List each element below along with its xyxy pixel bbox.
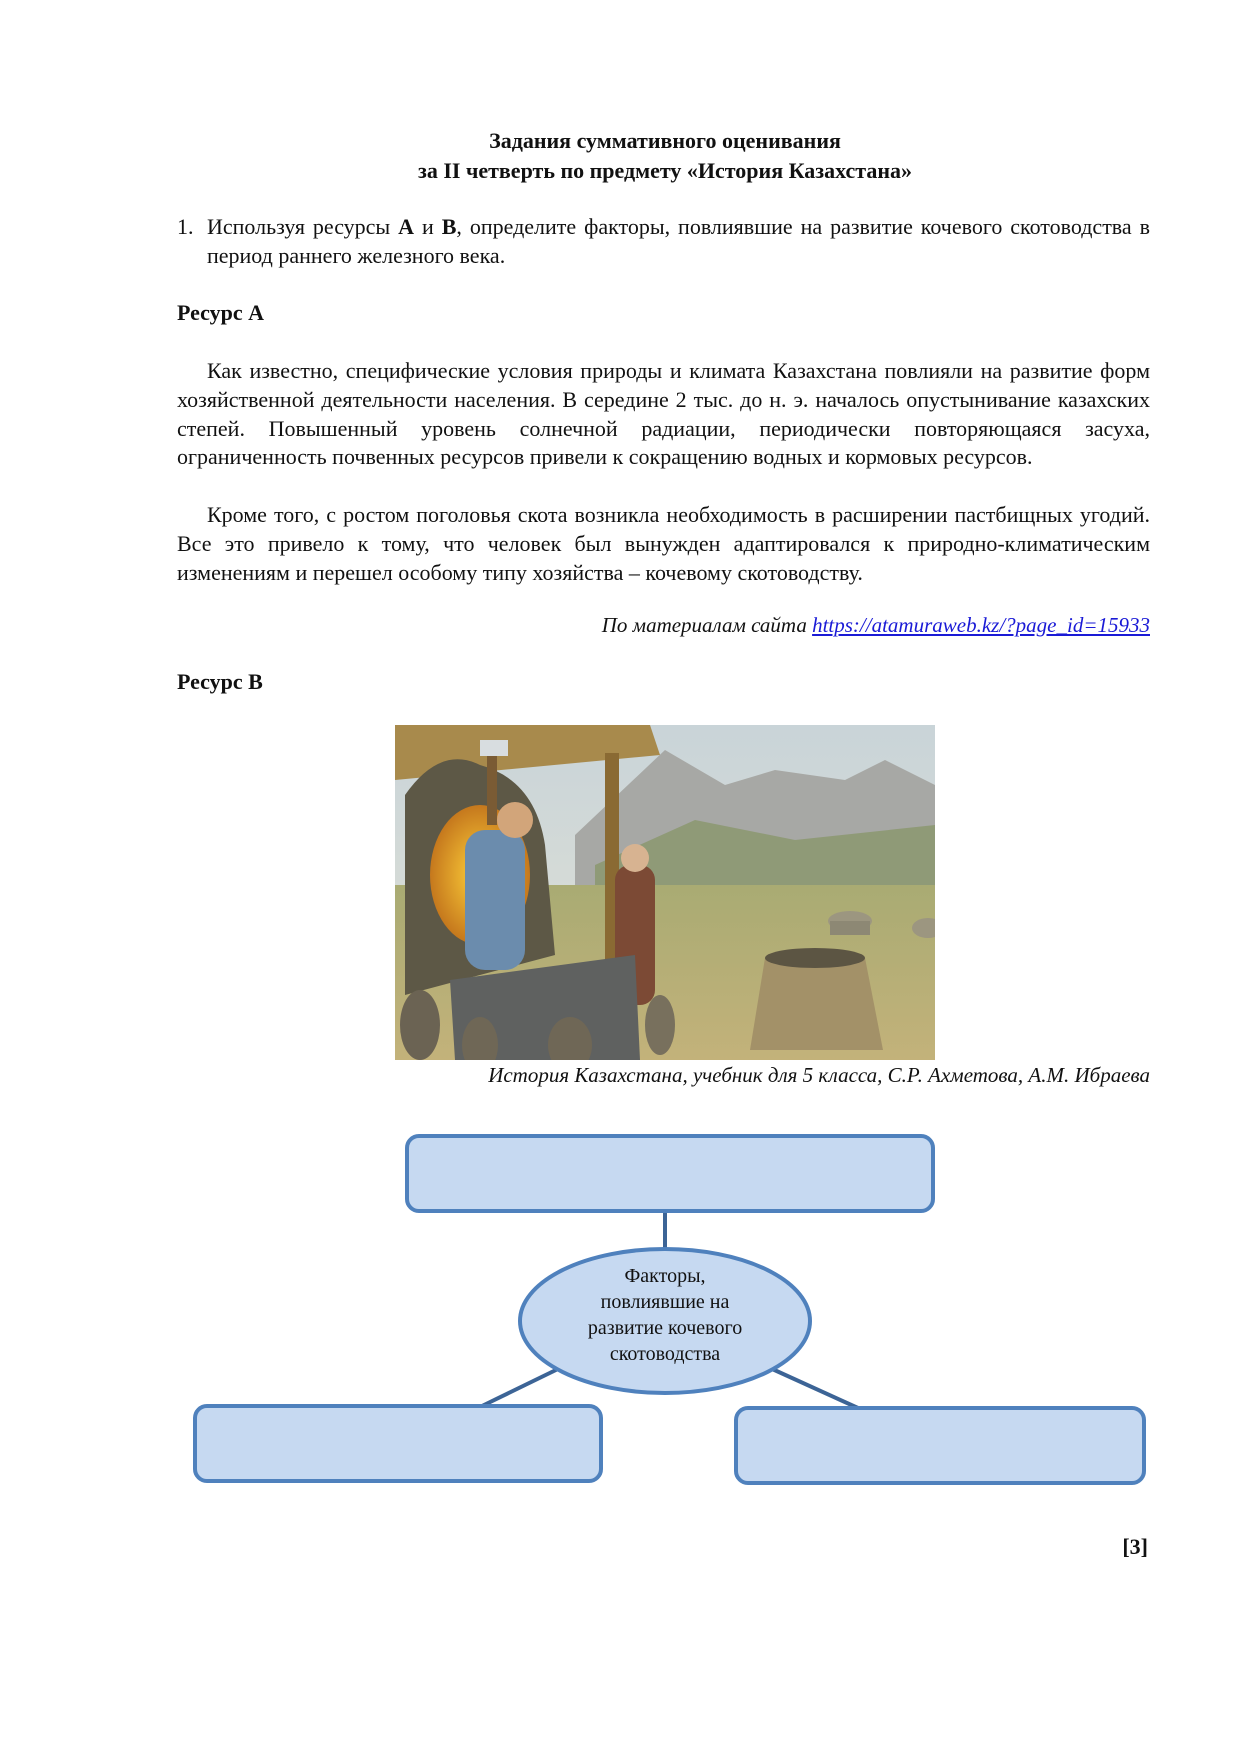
page-title-line-2: за II четверть по предмету «История Казахстана»	[417, 158, 913, 183]
resource-b-heading: Ресурс В	[177, 669, 263, 694]
resource-a-paragraph-1: Как известно, специфические условия природы и климата Казахстана повлияли на развитие форм хозяйственной деятельности населения. В середине 2 тыс. до н. э. началось опустынивание казахских степей. Повышенный уровень солнечной радиации, периодически повторяющаяся засуха, ограниченность почвенных ресурсов привели к сокращению водных и кормовых ресурсов.	[177, 358, 1150, 470]
question-text-part: Используя ресурсы	[207, 214, 399, 239]
diagram-svg	[0, 1100, 1240, 1520]
source-prefix: По материалам сайта	[601, 613, 813, 637]
resource-a-paragraph-2: Кроме того, с ростом поголовья скота возникла необходимость в расширении пастбищных угодий. Все это привело к тому, что человек был вынужден адаптировался к природно-климатическим изменениям и перешел особому типу хозяйства – кочевому скотоводству.	[177, 502, 1150, 585]
factors-diagram	[0, 1100, 1240, 1525]
points-value: [3]	[1122, 1534, 1148, 1559]
question-number: 1.	[177, 214, 194, 239]
connector-right	[770, 1368, 858, 1408]
answer-box-top[interactable]	[407, 1136, 933, 1211]
center-label-line-2: повлиявшие на	[600, 1291, 730, 1313]
resource-a-heading: Ресурс А	[177, 300, 265, 325]
answer-box-bottom-right[interactable]	[736, 1408, 1144, 1483]
question-text-part: , определите факторы, повлиявшие на развитие кочевого скотоводства в период раннего железного века.	[207, 214, 1150, 268]
blacksmith-illustration	[395, 725, 935, 1060]
illustration-caption: История Казахстана, учебник для 5 класса, С.Р. Ахметова, А.М. Ибраева	[488, 1063, 1150, 1087]
answer-box-bottom-left[interactable]	[195, 1406, 601, 1481]
question-text-part: и	[414, 214, 442, 239]
resource-b-ref: В	[441, 214, 457, 239]
resource-a-ref: А	[398, 214, 415, 239]
center-label-line-1: Факторы,	[624, 1265, 706, 1287]
resource-a-source	[602, 613, 1150, 638]
page-title-line-1: Задания суммативного оценивания	[489, 128, 841, 153]
illustration-image	[395, 725, 935, 1060]
question-text	[207, 212, 1150, 270]
question-1	[177, 212, 1150, 272]
center-label-line-3: развитие кочевого	[587, 1317, 743, 1339]
source-link[interactable]: https://atamuraweb.kz/?page_id=15933	[812, 613, 1150, 637]
connector-left	[482, 1368, 560, 1406]
center-label-line-4: скотоводства	[609, 1343, 721, 1365]
